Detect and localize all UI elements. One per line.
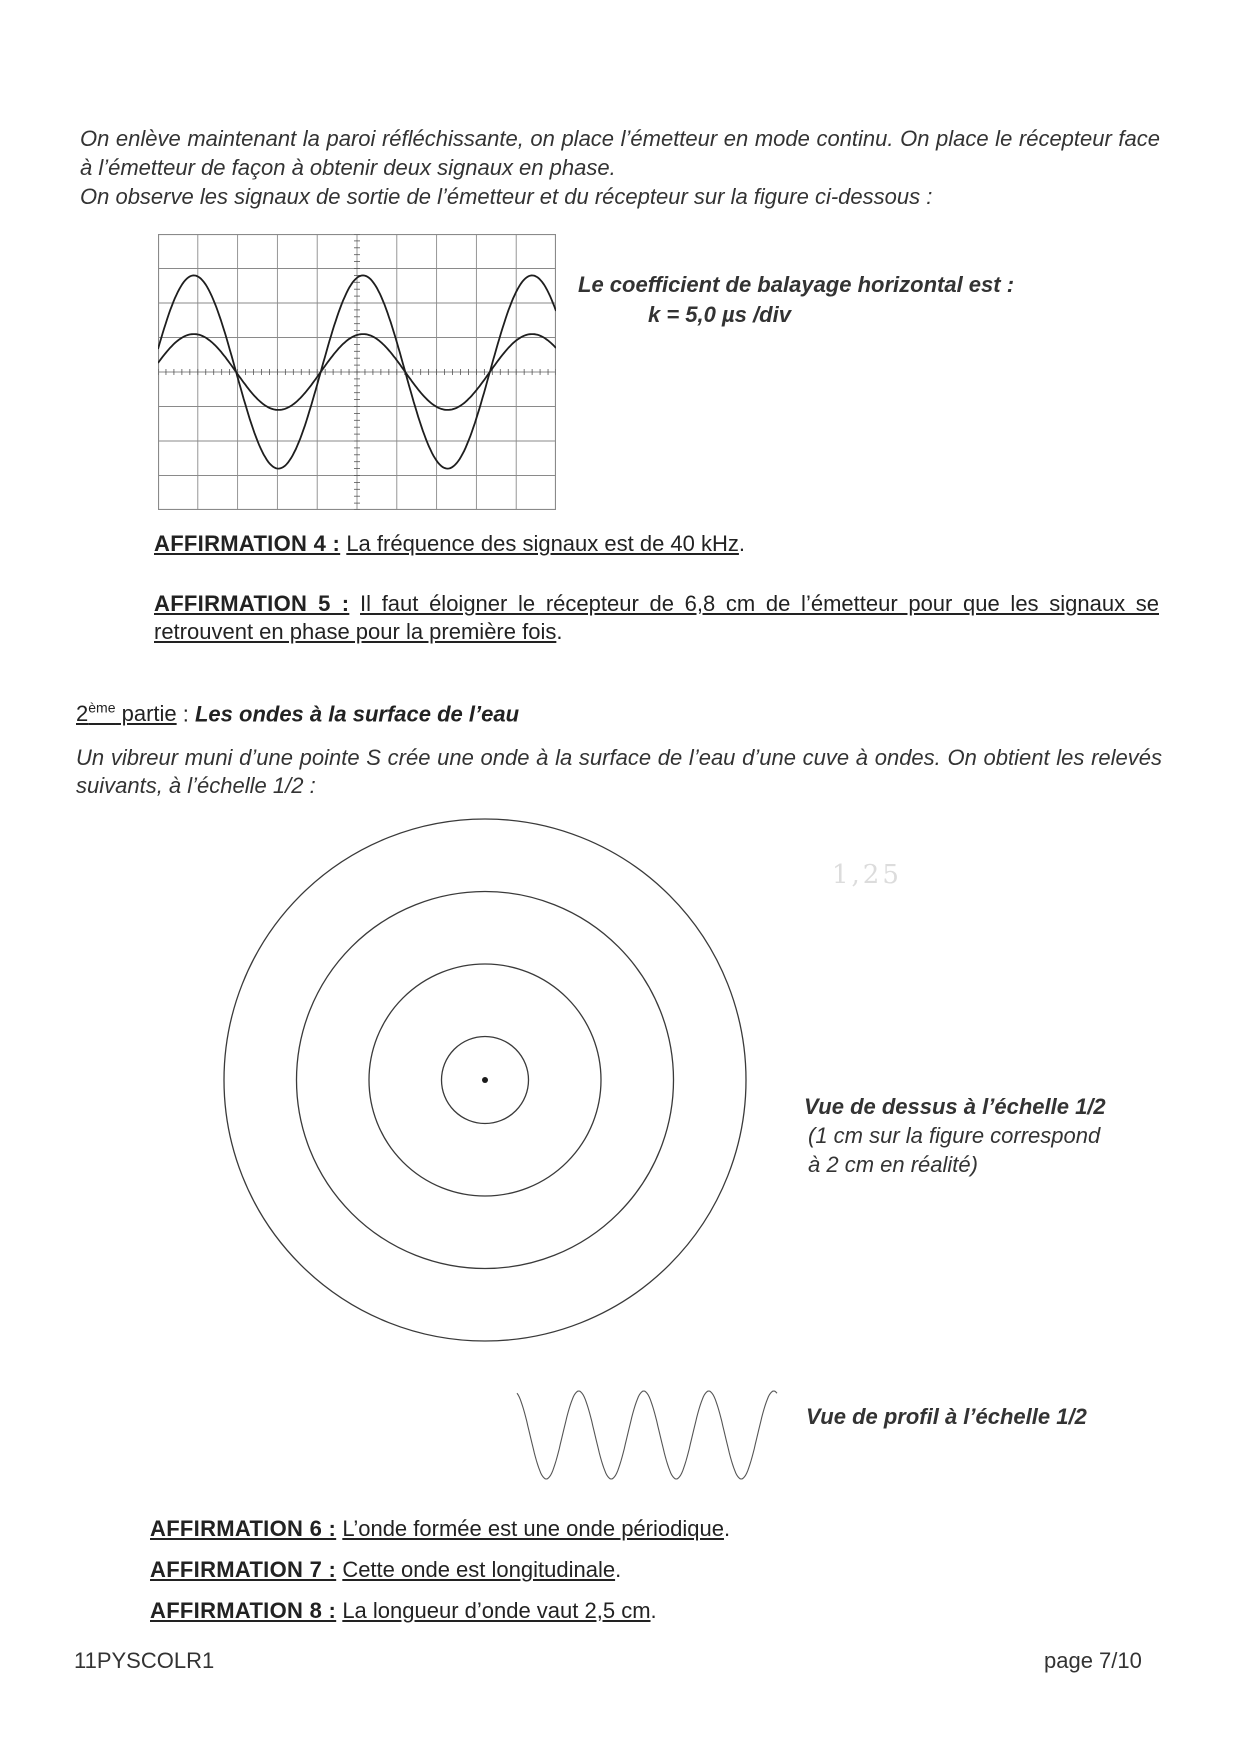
source-point-s <box>482 1077 488 1083</box>
pencil-annotation: 1,25 <box>832 860 902 890</box>
top-view-scale-line: à 2 cm en réalité) <box>808 1152 978 1177</box>
intro-text <box>80 124 1160 211</box>
affirmation-label: AFFIRMATION 8 : <box>150 1598 337 1623</box>
affirmation-end: . <box>556 619 563 644</box>
top-view-scale-line: (1 cm sur la figure correspond <box>808 1123 1101 1148</box>
affirmation-label: AFFIRMATION 4 : <box>154 531 341 556</box>
sweep-coefficient <box>578 270 1014 330</box>
wave-profile-view <box>512 1385 782 1485</box>
part-2-intro: Un vibreur muni d’une pointe S crée une onde à la surface de l’eau d’une cuve à ondes. On obtient les relevés suivants, à l’échelle 1/2 : <box>76 745 1162 798</box>
affirmation-8 <box>150 1597 657 1625</box>
wave-top-view <box>220 815 750 1345</box>
affirmation-label: AFFIRMATION 6 : <box>150 1516 337 1541</box>
affirmation-text: La longueur d’onde vaut 2,5 cm <box>342 1598 651 1623</box>
part-title: Les ondes à la surface de l’eau <box>194 701 520 727</box>
intro-paragraph-2: On observe les signaux de sortie de l’émetteur et du récepteur sur la figure ci-dessous : <box>80 184 933 209</box>
part-2-heading <box>76 700 519 727</box>
sweep-label: Le coefficient de balayage horizontal est : <box>578 272 1015 297</box>
affirmation-5 <box>154 590 1159 646</box>
affirmation-label: AFFIRMATION 7 : <box>150 1557 337 1582</box>
affirmation-text: Il faut éloigner le récepteur de 6,8 cm de l’émetteur pour que les signaux se retrouvent en phase pour la première fois <box>154 591 1159 644</box>
part-number: 2ème partie <box>76 700 177 727</box>
intro-paragraph-1: On enlève maintenant la paroi réfléchissante, on place l’émetteur en mode continu. On place le récepteur face à l’émetteur de façon à obtenir deux signaux en phase. <box>80 126 1160 180</box>
page-number: page 7/10 <box>1044 1648 1142 1673</box>
oscilloscope-screen <box>158 234 556 510</box>
affirmation-end: . <box>615 1557 622 1582</box>
affirmation-text: L’onde formée est une onde périodique <box>342 1516 724 1541</box>
affirmation-7 <box>150 1556 621 1584</box>
top-view-caption <box>804 1092 1106 1179</box>
affirmation-end: . <box>650 1598 657 1623</box>
profile-wave-line <box>517 1391 777 1479</box>
affirmation-end: . <box>738 531 746 556</box>
affirmation-text: La fréquence des signaux est de 40 kHz <box>346 531 739 556</box>
document-code: 11PYSCOLR1 <box>74 1648 215 1673</box>
profile-view-label: Vue de profil à l’échelle 1/2 <box>806 1404 1087 1429</box>
part-colon: : <box>176 701 195 727</box>
affirmation-text: Cette onde est longitudinale <box>342 1557 616 1582</box>
affirmation-4 <box>154 530 745 558</box>
sweep-value: k = 5,0 µs /div <box>648 302 791 327</box>
affirmation-end: . <box>723 1516 731 1541</box>
top-view-heading: Vue de dessus à l’échelle 1/2 <box>804 1094 1106 1119</box>
affirmation-label: AFFIRMATION 5 : <box>154 591 350 616</box>
affirmation-6 <box>150 1515 730 1543</box>
